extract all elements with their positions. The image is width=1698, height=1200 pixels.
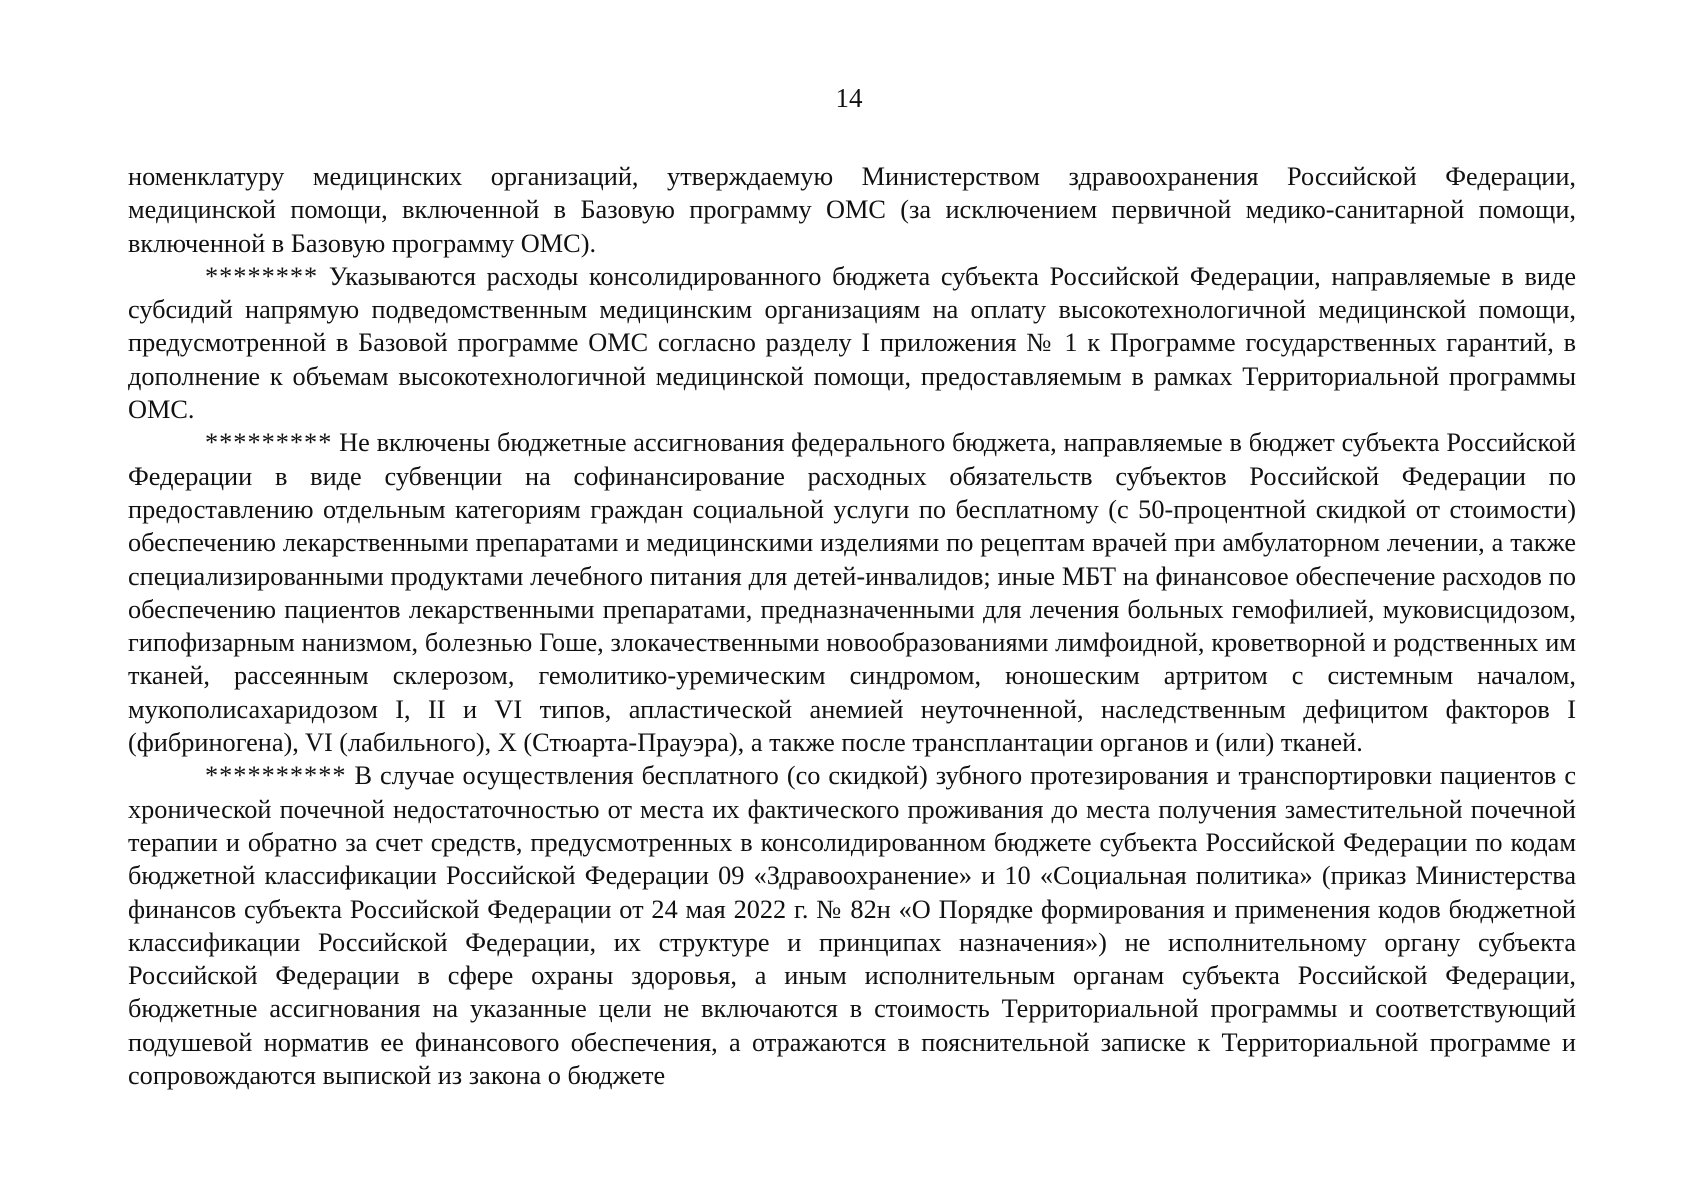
footnote-text: В случае осуществления бесплатного (со скидкой) зубного протезирования и транспортировки пациентов с хронической почечной недостаточностью от места их фактического проживания до места получения заместительной почечной терапии и обратно за счет средств, предусмотренных в консолидированном бюджете субъекта Российской Федерации по кодам бюджетной классификации Российской Федерации 09 «Здравоохранение» и 10 «Социальная политика» (приказ Министерства финансов субъекта Российской Федерации от 24 мая 2022 г. № 82н «О Порядке формирования и применения кодов бюджетной классификации Российской Федерации, их структуре и принципах назначения») не исполнительному органу субъекта Российской Федерации в сфере охраны здоровья, а иным исполнительным органам субъекта Российской Федерации, бюджетные ассигнования на указанные цели не включаются в стоимость Территориальной программы и соответствующий подушевой норматив ее финансового обеспечения, а отражаются в пояснительной записке к Территориальной программе и сопровождаются выпиской из закона о бюджете	[128, 761, 1577, 1091]
document-body	[128, 160, 1576, 1092]
page-number: 14	[835, 83, 863, 113]
paragraph-text: номенклатуру медицинских организаций, утверждаемую Министерством здравоохранения Российской Федерации, медицинской помощи, включенной в Базовую программу ОМС (за исключением первичной медико-санитарной помощи, включенной в Базовую программу ОМС).	[128, 162, 1576, 258]
footnote-marker: *********	[205, 428, 333, 458]
footnote-9-stars	[128, 426, 1576, 759]
footnote-marker: **********	[205, 761, 347, 791]
footnote-text: Не включены бюджетные ассигнования федерального бюджета, направляемые в бюджет субъекта Российской Федерации в виде субвенции на софинансирование расходных обязательств субъектов Российской Федерации по предоставлению отдельным категориям граждан социальной услуги по бесплатному (с 50-процентной скидкой от стоимости) обеспечению лекарственными препаратами и медицинскими изделиями по рецептам врачей при амбулаторном лечении, а также специализированными продуктами лечебного питания для детей-инвалидов; иные МБТ на финансовое обеспечение расходов по обеспечению пациентов лекарственными препаратами, предназначенными для лечения больных гемофилией, муковисцидозом, гипофизарным нанизмом, болезнью Гоше, злокачественными новообразованиями лимфоидной, кроветворной и родственных им тканей, рассеянным склерозом, гемолитико-уремическим синдромом, юношеским артритом с системным началом, мукополисахаридозом I, II и VI типов, апластической анемией неуточненной, наследственным дефицитом факторов I (фибриногена), VI (лабильного), X (Стюарта-Прауэра), а также после трансплантации органов и (или) тканей.	[128, 428, 1577, 758]
footnote-8-stars	[128, 260, 1576, 426]
footnote-text: Указываются расходы консолидированного бюджета субъекта Российской Федерации, направляемые в виде субсидий напрямую подведомственным медицинским организациям на оплату высокотехнологичной медицинской помощи, предусмотренной в Базовой программе ОМС согласно разделу I приложения № 1 к Программе государственных гарантий, в дополнение к объемам высокотехнологичной медицинской помощи, предоставляемым в рамках Территориальной программы ОМС.	[128, 261, 1576, 425]
paragraph-continuation	[128, 160, 1576, 260]
footnote-10-stars	[128, 759, 1576, 1092]
footnote-marker: ********	[205, 261, 319, 291]
